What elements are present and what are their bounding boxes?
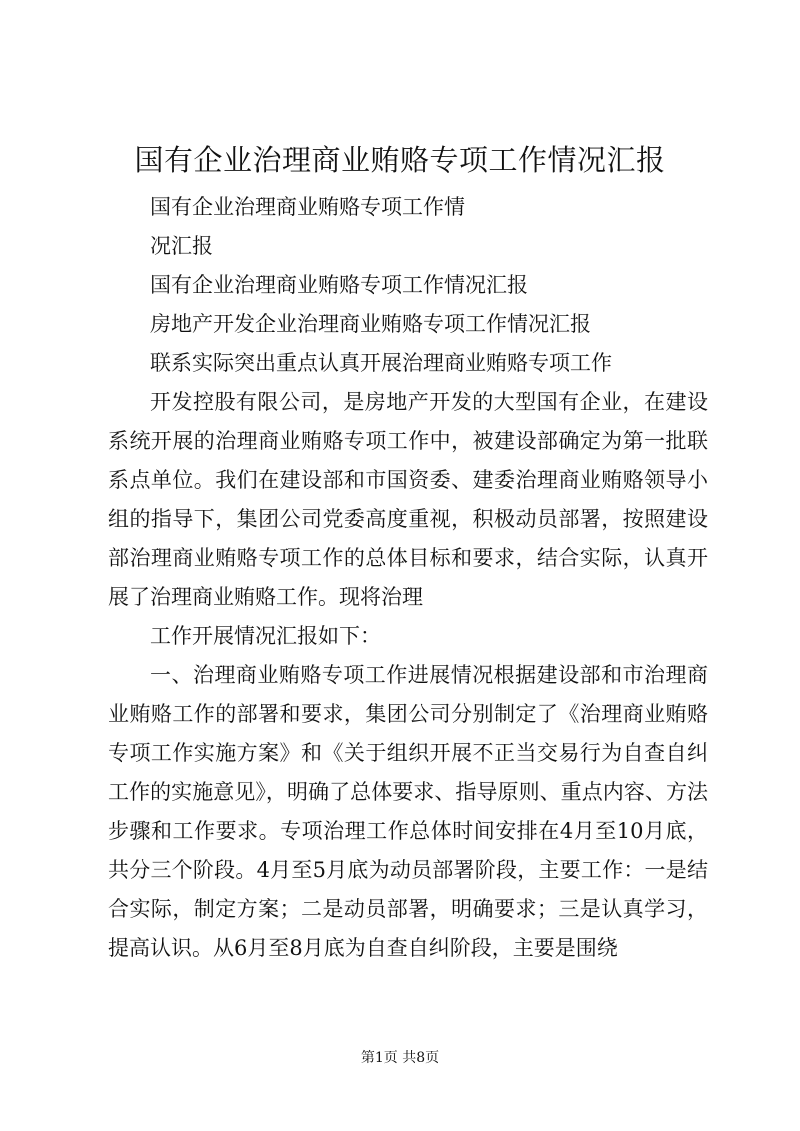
- paragraph: 房地产开发企业治理商业贿赂专项工作情况汇报: [150, 312, 591, 336]
- page-footer: 第1页 共8页: [360, 1050, 440, 1066]
- paragraph: 国有企业治理商业贿赂专项工作情况汇报: [150, 273, 528, 297]
- paragraph: 况汇报: [150, 234, 213, 258]
- paragraph: 联系实际突出重点认真开展治理商业贿赂专项工作: [150, 351, 612, 375]
- paragraph: 工作开展情况汇报如下：: [150, 624, 381, 648]
- paragraph: 开发控股有限公司，是房地产开发的大型国有企业，在建设系统开展的治理商业贿赂专项工作中，被建设部确定为第一批联系点单位。我们在建设部和市国资委、建委治理商业贿赂领导小组的指导下，集团公司党委高度重视，积极动员部署，按照建设部治理商业贿赂专项工作的总体目标和要求，结合实际，认真开展了治理商业贿赂工作。现将治理: [108, 390, 708, 609]
- document-body: [108, 188, 708, 968]
- paragraph: 国有企业治理商业贿赂专项工作情: [150, 195, 465, 219]
- document-title: 国有企业治理商业贿赂专项工作情况汇报: [134, 143, 666, 177]
- paragraph: 一、治理商业贿赂专项工作进展情况根据建设部和市治理商业贿赂工作的部署和要求，集团公司分别制定了《治理商业贿赂专项工作实施方案》和《关于组织开展不正当交易行为自查自纠工作的实施意见》，明确了总体要求、指导原则、重点内容、方法步骤和工作要求。专项治理工作总体时间安排在4月至10月底，共分三个阶段。4月至5月底为动员部署阶段，主要工作：一是结合实际，制定方案；二是动员部署，明确要求；三是认真学习，提高认识。从6月至8月底为自查自纠阶段，主要是围绕: [108, 663, 708, 960]
